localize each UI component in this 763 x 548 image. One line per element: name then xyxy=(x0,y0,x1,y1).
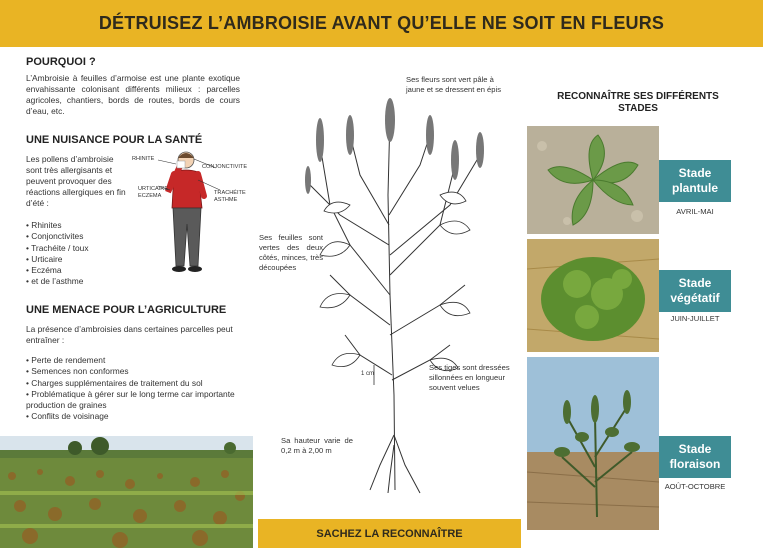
list-item: • Problématique à gérer sur le long terme car importante production de graines xyxy=(26,389,240,412)
agriculture-list xyxy=(26,355,240,423)
allergy-person-illustration xyxy=(132,146,248,296)
annotation-flowers: Ses fleurs sont vert pâle à jaune et se dressent en épis xyxy=(406,75,501,94)
annotation-leaves: Ses feuilles sont vertes des deux côtés, minces, très découpées xyxy=(259,233,323,272)
sante-list xyxy=(26,220,89,288)
annotation-stems: Ses tiges sont dressées sillonnées en longueur souvent velues xyxy=(429,363,510,392)
stage-plantule-label: Stade plantule xyxy=(659,160,731,202)
agriculture-heading: UNE MENACE POUR L’AGRICULTURE xyxy=(26,304,227,316)
sante-intro: Les pollens d’ambroisie sont très allergisants et peuvent provoquer des réactions allergiques en fin d’été : xyxy=(26,154,126,208)
list-item: • Conjonctivites xyxy=(26,231,89,242)
scale-label: 1 cm xyxy=(361,371,375,377)
header-banner xyxy=(0,0,763,47)
list-item: • Trachéite / toux xyxy=(26,243,89,254)
stage-floraison-photo xyxy=(527,357,659,530)
list-item: • Semences non conformes xyxy=(26,366,240,377)
list-item: • Eczéma xyxy=(26,265,89,276)
sante-heading: UNE NUISANCE POUR LA SANTÉ xyxy=(26,134,203,146)
list-item: • Conflits de voisinage xyxy=(26,411,240,422)
label-conjonctivite: CONJONCTIVITE xyxy=(202,164,248,170)
pourquoi-text: L’Ambroisie à feuilles d’armoise est une plante exotique envahissante colonisant différents milieux : parcelles agricoles, chantiers, bords de routes, bords de cours d’eau, etc. xyxy=(26,73,240,116)
stades-heading: RECONNAÎTRE SES DIFFÉRENTS STADES xyxy=(557,91,719,114)
field-photo xyxy=(0,436,253,548)
list-item: • Urticaire xyxy=(26,254,89,265)
label-tracheite: TRACHÉITE ASTHME xyxy=(214,190,246,203)
stage-vegetatif-label: Stade végétatif xyxy=(659,270,731,312)
stage-plantule-period: AVRIL-MAI xyxy=(676,207,714,216)
agriculture-intro: La présence d’ambroisies dans certaines parcelles peut entraîner : xyxy=(26,324,233,345)
list-item: • et de l’asthme xyxy=(26,276,89,287)
stage-vegetatif-photo xyxy=(527,239,659,352)
label-urticaire: URTICAIRE ECZEMA xyxy=(138,186,169,199)
page-title: DÉTRUISEZ L’AMBROISIE AVANT QU’ELLE NE SOIT EN FLEURS xyxy=(98,13,665,33)
list-item: • Rhinites xyxy=(26,220,89,231)
footer-banner: SACHEZ LA RECONNAÎTRE xyxy=(258,519,521,548)
stage-floraison-label: Stade floraison xyxy=(659,436,731,478)
stage-floraison-period: AOÛT-OCTOBRE xyxy=(664,482,726,491)
pourquoi-heading: POURQUOI ? xyxy=(26,56,96,68)
annotation-height: Sa hauteur varie de 0,2 m à 2,00 m xyxy=(281,436,353,455)
ambroisie-plant-drawing xyxy=(290,95,500,495)
list-item: • Perte de rendement xyxy=(26,355,240,366)
stage-plantule-photo xyxy=(527,126,659,234)
list-item: • Charges supplémentaires de traitement du sol xyxy=(26,378,240,389)
label-rhinite: RHINITE xyxy=(132,156,155,162)
stage-vegetatif-period: JUIN-JUILLET xyxy=(670,314,720,323)
